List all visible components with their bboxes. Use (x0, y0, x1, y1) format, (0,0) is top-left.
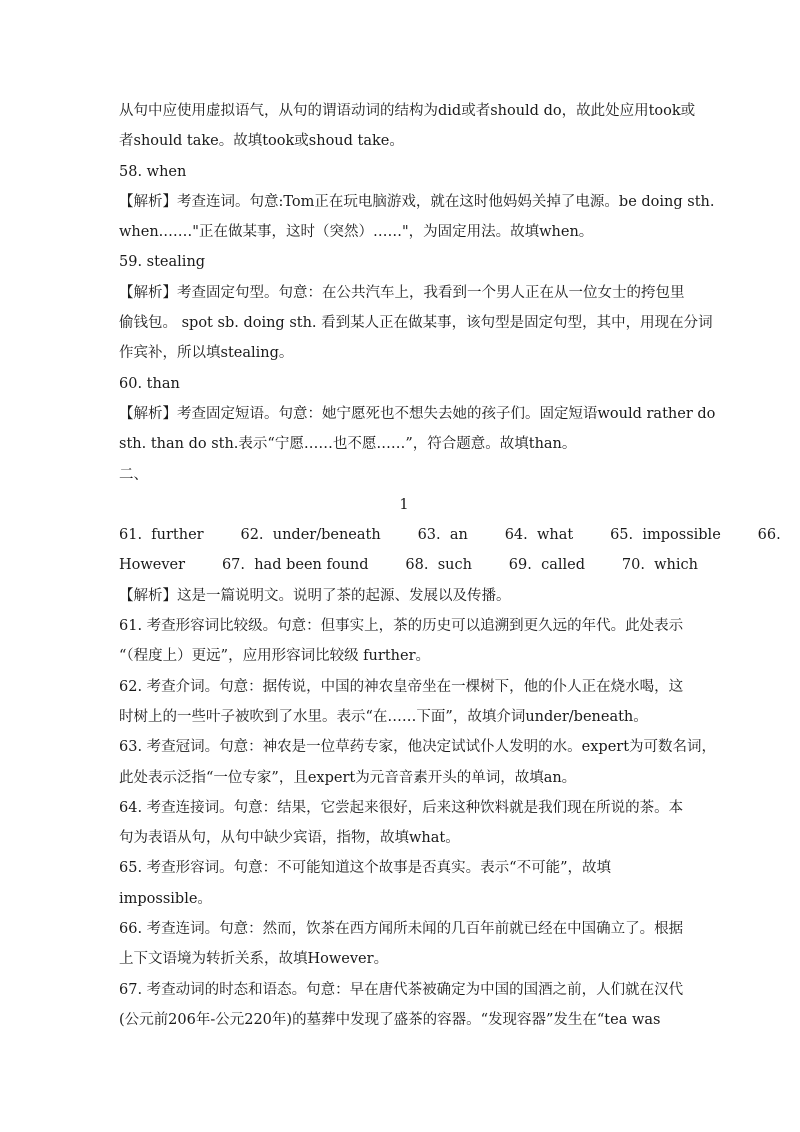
text-line: sth. than do sth.表示“宁愿……也不愿……”，符合题意。故填than。 (119, 436, 577, 453)
text-line: 【解析】考查固定句型。句意：在公共汽车上，我看到一个男人正在从一位女士的挎包里 (119, 284, 685, 301)
text-line: “（程度上）更远”，应用形容词比较级 further。 (119, 648, 430, 665)
text-line: 【解析】考查连词。句意:Tom正在玩电脑游戏，就在这时他妈妈关掉了电源。be doing sth. (119, 193, 715, 210)
text-line: 【解析】这是一篇说明文。说明了茶的起源、发展以及传播。 (119, 587, 511, 604)
answer-list: 61. further 62. under/beneath 63. an 64. what 65. impossible 66. (119, 527, 781, 544)
text-line: 【解析】考查固定短语。句意：她宁愿死也不想失去她的孩子们。固定短语would rather do (119, 405, 716, 422)
text-line: 者should take。故填took或shoud take。 (119, 133, 404, 150)
section-heading: 二、 (119, 466, 148, 483)
answer-item: 60. than (119, 375, 180, 392)
text-line: 句为表语从句，从句中缺少宾语，指物，故填what。 (119, 830, 460, 847)
text-line: 64. 考查连接词。句意：结果，它尝起来很好，后来这种饮料就是我们现在所说的茶。本 (119, 799, 684, 816)
text-line: 67. 考查动词的时态和语态。句意：早在唐代茶被确定为中国的国酒之前，人们就在汉代 (119, 981, 684, 998)
text-line: 62. 考查介词。句意：据传说，中国的神农皇帝坐在一棵树下，他的仆人正在烧水喝，这 (119, 678, 684, 695)
text-line: 63. 考查冠词。句意：神农是一位草药专家，他决定试试仆人发明的水。expert为可数名词， (119, 739, 717, 756)
answer-item: 59. stealing (119, 254, 206, 271)
text-line: 65. 考查形容词。句意：不可能知道这个故事是否真实。表示“不可能”，故填 (119, 860, 611, 877)
text-line: 61. 考查形容词比较级。句意：但事实上，茶的历史可以追溯到更久远的年代。此处表示 (119, 618, 684, 635)
text-line: 66. 考查连词。句意：然而，饮茶在西方闻所未闻的几百年前就已经在中国确立了。根据 (119, 921, 684, 938)
text-line: 时树上的一些叶子被吹到了水里。表示“在……下面”，故填介词under/beneath。 (119, 708, 648, 725)
text-line: 作宾补，所以填stealing。 (119, 345, 294, 362)
answer-list: However 67. had been found 68. such 69. called 70. which (119, 557, 698, 574)
text-line: when.……"正在做某事，这时（突然）……"，为固定用法。故填when。 (119, 224, 594, 241)
text-line: impossible。 (119, 890, 212, 907)
section-number: 1 (399, 496, 409, 513)
text-line: (公元前206年-公元220年)的墓葬中发现了盛茶的容器。“发现容器”发生在“tea was (119, 1011, 661, 1028)
text-line: 偷钱包。 spot sb. doing sth. 看到某人正在做某事，该句型是固定句型，其中，用现在分词 (119, 315, 713, 332)
document-page (119, 96, 781, 1035)
text-line: 从句中应使用虚拟语气，从句的谓语动词的结构为did或者should do，故此处应用took或 (119, 103, 696, 119)
text-line: 上下文语境为转折关系，故填However。 (119, 951, 389, 968)
answer-item: 58. when (119, 163, 187, 180)
text-line: 此处表示泛指“一位专家”，且expert为元音音素开头的单词，故填an。 (119, 769, 577, 786)
